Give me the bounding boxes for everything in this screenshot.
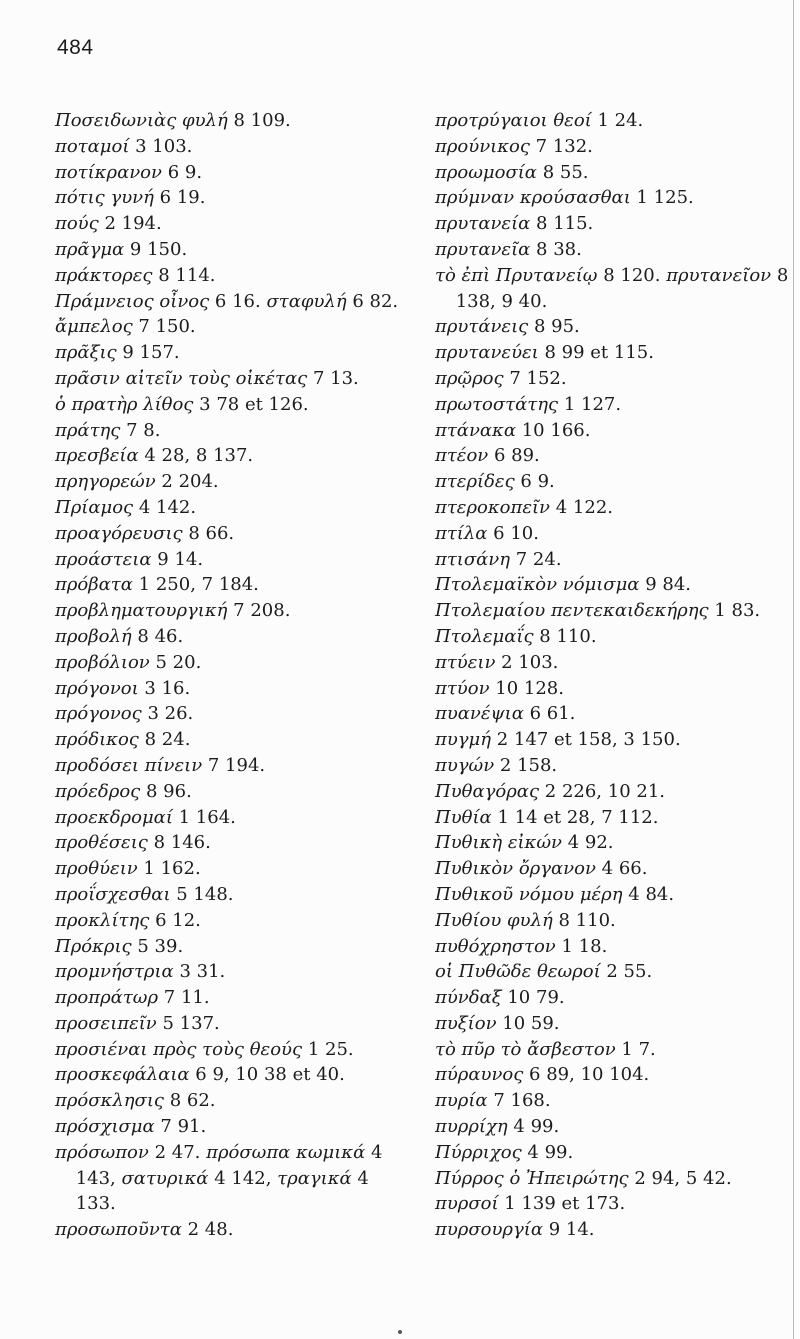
index-term: πυξίον [435,1012,497,1034]
index-term: προδόσει πίνειν [55,754,203,776]
index-entry [435,753,795,779]
index-entry [435,185,795,211]
index-reference: 1 25. [307,1038,354,1060]
index-reference: 8 99 et 115. [544,342,654,364]
index-reference: 5 39. [137,935,184,957]
index-term: Πυθίου φυλή [435,909,553,931]
index-reference: 1 83. [714,600,761,622]
index-term: ὁ πρατὴρ λίθος [55,393,194,415]
index-reference: 2 48. [187,1219,234,1241]
index-term: πτάνακα [435,419,516,441]
index-entry [55,418,410,444]
index-entry [55,160,410,186]
index-entry [435,701,795,727]
index-term: προτρύγαιοι θεοί [435,110,592,131]
index-entry [435,1166,795,1192]
index-reference: 2 147 et 158, 3 150. [496,729,681,751]
index-term: πυγών [435,754,495,776]
index-term: προύνικος [435,135,530,157]
index-entry [55,572,410,598]
index-term: Πτολεμαϊκὸν νόμισμα [435,574,640,596]
index-reference: 1 24. [597,110,644,131]
index-reference: 7 13. [312,367,359,389]
index-term: σταφυλή [266,290,347,312]
index-term: προπράτωρ [55,987,159,1009]
index-term: πτερίδες [435,471,515,493]
index-reference: 4 133. [75,1167,369,1215]
index-reference: 8 95. [533,316,580,338]
index-reference: 8 110. [558,909,616,931]
index-term: Πυθαγόρας [435,780,540,802]
index-entry [55,263,410,289]
index-term: πύνδαξ [435,987,502,1009]
index-term: προωμοσία [435,161,537,183]
index-term: πράτης [55,419,121,441]
index-entry [55,701,410,727]
index-reference: 6 19. [159,187,206,209]
index-reference: 10 79. [507,987,565,1009]
index-term: προβληματουργική [55,600,228,622]
index-entry [435,830,795,856]
index-reference: 4 142. [138,496,197,518]
index-term: Ποσειδωνιὰς φυλή [55,110,228,131]
index-reference: 4 92. [567,832,614,854]
index-term: προβολή [55,625,132,647]
index-reference: 9 14. [157,548,204,570]
index-reference: 4 28, 8 137. [144,445,254,467]
index-entry [435,1011,795,1037]
index-reference: 4 84. [628,883,675,905]
index-reference: 8 62. [169,1090,216,1112]
index-reference: 1 250, 7 184. [138,574,259,596]
index-term: Πύρρος ὁ Ἠπειρώτης [435,1167,629,1189]
index-reference: 8 115. [536,213,594,235]
index-entry [55,547,410,573]
index-reference: 7 11. [163,987,210,1009]
index-term: πυθόχρηστον [435,935,556,957]
index-reference: 1 18. [561,935,608,957]
index-reference: 6 61. [529,703,576,725]
index-entry [435,1037,795,1063]
index-term: πρῷρος [435,367,504,389]
index-entry [435,443,795,469]
index-entry [55,624,410,650]
index-entry [55,882,410,908]
index-reference: 8 66. [188,522,235,544]
index-reference: 3 16. [144,677,191,699]
index-reference: 2 158. [499,754,558,776]
index-reference: 2 204. [161,471,219,493]
index-reference: 8 138, 9 40. [455,264,789,312]
index-term: πύραυνος [435,1064,524,1086]
index-reference: 1 14 et 28, 7 112. [497,806,659,828]
index-entry [435,134,795,160]
index-term: πρόσχισμα [55,1116,155,1138]
index-reference: 7 8. [126,419,161,441]
index-term: πρόεδρος [55,780,141,802]
index-term: ποτίκρανον [55,161,162,183]
index-reference: 1 139 et 173. [504,1193,626,1215]
index-reference: 7 91. [160,1116,207,1138]
index-entry [435,521,795,547]
index-reference: 4 66. [601,858,648,880]
index-reference: 4 99. [513,1116,560,1138]
index-entry [55,805,410,831]
index-term: πτέον [435,445,489,467]
index-entry [435,1088,795,1114]
index-reference: 2 103. [501,651,559,673]
index-reference: 10 166. [521,419,591,441]
index-entry [55,985,410,1011]
index-entry [435,1191,795,1217]
index-reference: 5 20. [155,651,202,673]
index-term: Πυθικὸν ὄργανον [435,858,596,880]
index-entry [55,1011,410,1037]
index-term: πρυτανεία [435,213,531,235]
index-reference: 8 109. [233,110,291,131]
index-term: πυρσουργία [435,1219,543,1241]
index-term: σατυρικά [121,1167,209,1189]
index-entry [435,650,795,676]
index-reference: 4 142, [214,1167,272,1189]
index-term: προάστεια [55,548,152,570]
index-reference: 6 12. [155,909,201,931]
index-entry [435,340,795,366]
index-term: οἱ Πυθῶδε θεωροί [435,961,601,983]
index-entry [435,959,795,985]
index-entry [435,727,795,753]
index-term: Πρίαμος [55,496,134,518]
index-reference: 1 127. [563,393,622,415]
index-entry [55,392,410,418]
index-entry [55,934,410,960]
index-reference: 2 55. [606,961,653,983]
index-entry [55,108,410,134]
index-entry [55,211,410,237]
index-term: πράκτορες [55,264,153,286]
index-entry [55,779,410,805]
index-entry [55,1062,410,1088]
index-entry [435,1114,795,1140]
index-reference: 6 89, 10 104. [529,1064,650,1086]
index-term: τραγικά [277,1167,352,1189]
index-term: πότις γυνή [55,187,154,209]
index-entry [435,495,795,521]
index-entry [435,160,795,186]
index-entry [55,521,410,547]
index-entry [55,340,410,366]
index-entry [55,856,410,882]
index-reference: 9 84. [645,574,691,596]
index-entry [55,237,410,263]
index-term: πυρρίχη [435,1116,508,1138]
index-entry [55,185,410,211]
index-entry [435,366,795,392]
index-reference: 8 146. [153,832,211,854]
index-reference: 2 94, 5 42. [634,1167,732,1189]
index-entry [55,469,410,495]
index-reference: 7 152. [509,367,567,389]
page-edge-line [793,0,794,1339]
index-reference: 8 110. [539,625,597,647]
index-reference: 8 38. [536,238,582,260]
index-term: προσωποῦντα [55,1219,182,1241]
index-reference: 4 143, [75,1141,383,1189]
index-term: πρόδικος [55,729,139,751]
index-term: πρᾶσιν αἰτεῖν τοὺς οἰκέτας [55,367,308,389]
index-term: πρόγονος [55,703,142,725]
index-reference: 7 168. [493,1090,551,1112]
index-term: προμνήστρια [55,961,174,983]
index-term: πρυτάνεις [435,316,529,338]
index-reference: 7 150. [138,316,196,338]
index-entry [435,856,795,882]
index-reference: 8 46. [137,625,184,647]
index-term: πτεροκοπεῖν [435,496,550,518]
index-column-right [435,108,795,1243]
index-reference: 6 9. [520,471,555,493]
index-term: πρωτοστάτης [435,393,559,415]
index-entry [435,1062,795,1088]
index-reference: 6 89. [493,445,540,467]
index-reference: 8 55. [542,161,589,183]
index-reference: 6 16. [214,290,261,312]
index-reference: 1 7. [621,1038,656,1060]
index-term: πρυτανεῖον [666,264,772,286]
index-entry [55,1217,410,1243]
index-term: πτύειν [435,651,496,673]
index-term: πρόβατα [55,574,133,596]
index-reference: 1 125. [636,187,694,209]
index-entry [435,237,795,263]
page-number: 484 [57,36,94,59]
index-reference: 7 132. [535,135,593,157]
index-reference: 2 47. [154,1141,201,1163]
index-term: ποταμοί [55,135,130,157]
index-reference: 6 82. [352,290,399,312]
index-term: προσκεφάλαια [55,1064,190,1086]
index-term: πρόσωπον [55,1141,149,1163]
index-reference: 10 59. [502,1012,560,1034]
index-column-left [55,108,410,1243]
index-term: πρεσβεία [55,445,139,467]
index-reference: 1 162. [143,858,201,880]
index-term: τὸ πῦρ τὸ ἄσβεστον [435,1038,616,1060]
index-term: πυρία [435,1090,488,1112]
index-term: προβόλιον [55,651,150,673]
index-entry [435,779,795,805]
index-term: πρυτανεύει [435,342,539,364]
index-entry [55,1140,410,1217]
index-entry [55,314,410,340]
index-reference: 9 14. [548,1219,595,1241]
index-entry [435,572,795,598]
index-reference: 3 31. [179,961,226,983]
index-term: προΐσχεσθαι [55,883,171,905]
index-reference: 7 24. [515,548,562,570]
index-term: προκλίτης [55,909,150,931]
index-reference: 5 148. [176,883,234,905]
index-term: πρᾶξις [55,342,117,364]
index-entry [55,1037,410,1063]
index-entry [55,676,410,702]
index-entry [55,443,410,469]
index-entry [55,959,410,985]
index-reference: 7 194. [207,754,266,776]
index-entry [55,830,410,856]
index-term: προεκδρομαί [55,806,173,828]
index-term: πτισάνη [435,548,511,570]
index-term: προαγόρευσις [55,522,183,544]
index-entry [55,908,410,934]
index-entry [435,108,795,134]
index-reference: 1 164. [178,806,236,828]
index-entry [435,211,795,237]
index-term: πρύμναν κρούσασθαι [435,187,631,209]
index-entry [435,934,795,960]
index-term: Πυθικὴ εἰκών [435,832,562,854]
index-term: Πυθία [435,806,492,828]
index-reference: 10 128. [495,677,564,699]
index-term: τὸ ἐπὶ Πρυτανείῳ [435,264,598,286]
index-reference: 2 226, 10 21. [544,780,666,802]
index-reference: 4 99. [527,1141,574,1163]
index-entry [55,650,410,676]
index-term: Πράμνειος οἶνος [55,290,210,312]
index-term: πυρσοί [435,1193,499,1215]
index-term: πτίλα [435,522,488,544]
index-term: πρόσκλησις [55,1090,164,1112]
index-reference: 8 96. [145,780,192,802]
index-entry [435,1140,795,1166]
index-entry [435,805,795,831]
index-entry [435,1217,795,1243]
index-term: πυγμή [435,729,492,751]
index-entry [55,366,410,392]
index-entry [55,753,410,779]
index-entry [435,882,795,908]
index-term: ἄμπελος [55,316,133,338]
index-reference: 6 9. [167,161,203,183]
index-reference: 8 114. [158,264,216,286]
index-reference: 9 157. [122,342,180,364]
index-entry [55,289,410,315]
index-entry [435,469,795,495]
index-reference: 7 208. [233,600,291,622]
index-entry [435,418,795,444]
index-reference: 3 78 et 126. [199,393,309,415]
index-entry [55,495,410,521]
index-reference: 8 24. [144,729,191,751]
index-term: Πρόκρις [55,935,132,957]
index-entry [435,676,795,702]
index-term: πούς [55,213,99,235]
index-reference: 8 120. [603,264,661,286]
index-entry [435,547,795,573]
index-reference: 6 9, 10 38 et 40. [195,1064,345,1086]
index-entry [55,727,410,753]
index-reference: 2 194. [104,213,162,235]
index-term: πτύον [435,677,490,699]
index-term: προθύειν [55,858,138,880]
index-term: Πτολεμαΐς [435,625,534,647]
index-entry [435,908,795,934]
index-term: πρόσωπα κωμικά [206,1141,366,1163]
index-term: προσειπεῖν [55,1012,157,1034]
index-entry [435,263,795,315]
index-entry [55,1088,410,1114]
index-term: προθέσεις [55,832,148,854]
index-entry [55,1114,410,1140]
index-term: Πτολεμαίου πεντεκαιδεκήρης [435,600,709,622]
index-term: Πυθικοῦ νόμου μέρη [435,883,623,905]
index-entry [435,598,795,624]
index-reference: 9 150. [129,238,188,260]
index-reference: 3 103. [135,135,193,157]
index-term: πρόγονοι [55,677,139,699]
index-entry [435,624,795,650]
index-term: προσιέναι πρὸς τοὺς θεούς [55,1038,303,1060]
index-reference: 3 26. [147,703,194,725]
index-entry [55,134,410,160]
index-reference: 5 137. [162,1012,220,1034]
index-entry [435,985,795,1011]
index-entry [435,314,795,340]
index-term: πρᾶγμα [55,238,125,260]
index-reference: 4 122. [555,496,613,518]
index-term: πρηγορεών [55,471,156,493]
index-term: πυανέψια [435,703,524,725]
index-entry [55,598,410,624]
index-term: πρυτανεῖα [435,238,531,260]
index-entry [435,392,795,418]
index-term: Πύρριχος [435,1141,522,1163]
index-reference: 6 10. [493,522,539,544]
print-mark-dot [398,1330,402,1334]
